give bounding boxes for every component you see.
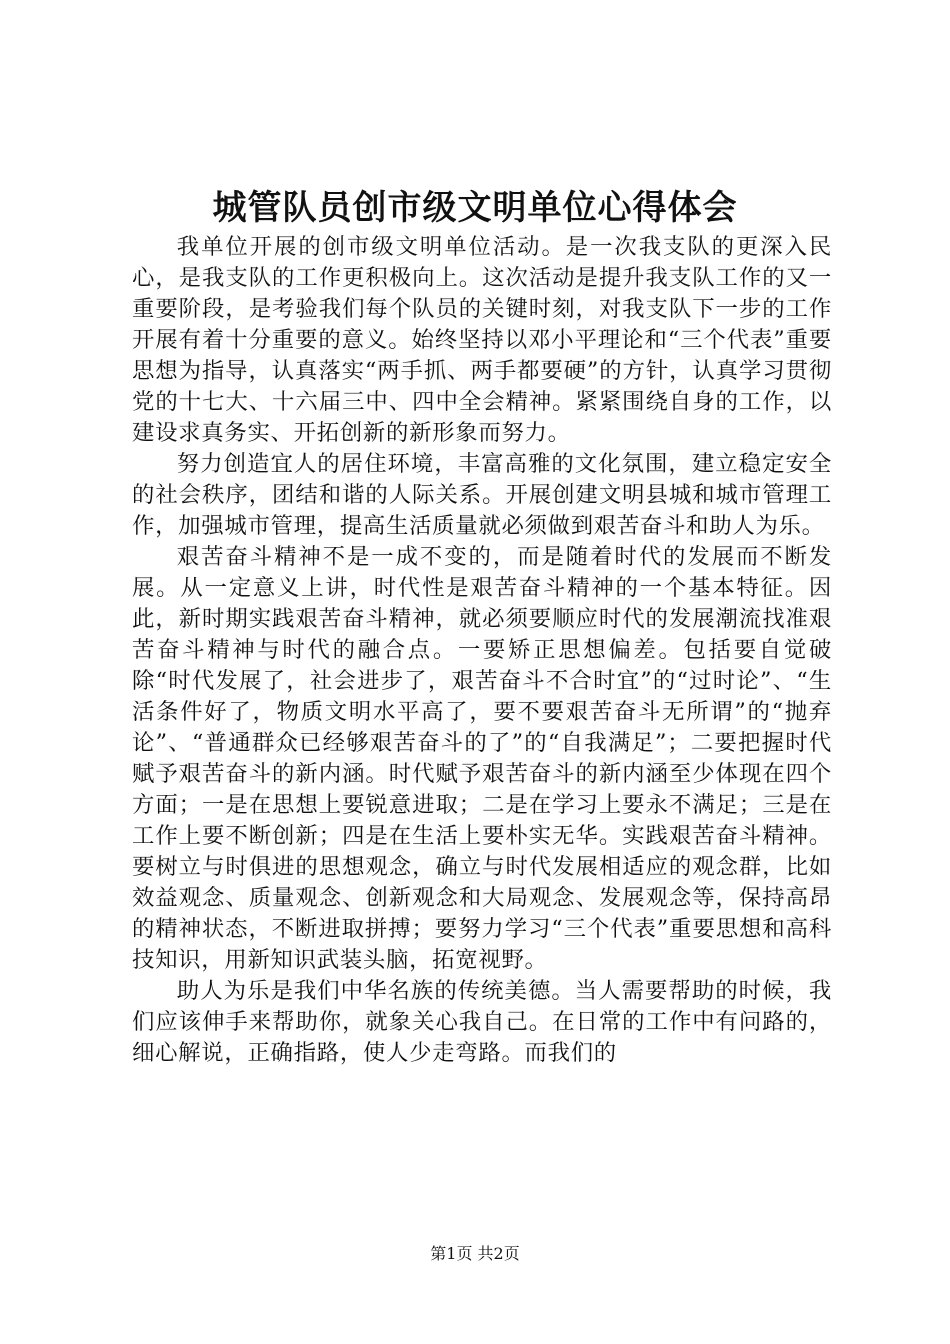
page-number-footer: 第1页 共2页 — [430, 1244, 520, 1263]
paragraph-1: 我单位开展的创市级文明单位活动。是一次我支队的更深入民心，是我支队的工作更积极向上。这次活动是提升我支队工作的又一重要阶段，是考验我们每个队员的关键时刻，对我支队下一步的工作开展有着十分重要的意义。始终坚持以邓小平理论和“三个代表”重要思想为指导，认真落实“两手抓、两手都要硬”的方针，认真学习贯彻党的十七大、十六届三中、四中全会精神。紧紧围绕自身的工作，以建设求真务实、开拓创新的新形象而努力。 — [132, 234, 832, 446]
document-title: 城管队员创市级文明单位心得体会 — [212, 188, 738, 228]
document-body — [132, 232, 832, 1069]
paragraph-2: 努力创造宜人的居住环境，丰富高雅的文化氛围，建立稳定安全的社会秩序，团结和谐的人际关系。开展创建文明县城和城市管理工作，加强城市管理，提高生活质量就必须做到艰苦奋斗和助人为乐。 — [132, 451, 832, 539]
paragraph-3: 艰苦奋斗精神不是一成不变的，而是随着时代的发展而不断发展。从一定意义上讲，时代性是艰苦奋斗精神的一个基本特征。因此，新时期实践艰苦奋斗精神，就必须要顺应时代的发展潮流找准艰苦奋斗精神与时代的融合点。一要矫正思想偏差。包括要自觉破除“时代发展了，社会进步了，艰苦奋斗不合时宜”的“过时论”、“生活条件好了，物质文明水平高了，要不要艰苦奋斗无所谓”的“抛弃论”、“普通群众已经够艰苦奋斗的了”的“自我满足”；二要把握时代赋予艰苦奋斗的新内涵。时代赋予艰苦奋斗的新内涵至少体现在四个方面；一是在思想上要锐意进取；二是在学习上要永不满足；三是在工作上要不断创新；四是在生活上要朴实无华。实践艰苦奋斗精神。要树立与时俱进的思想观念，确立与时代发展相适应的观念群，比如效益观念、质量观念、创新观念和大局观念、发展观念等，保持高昂的精神状态，不断进取拼搏；要努力学习“三个代表”重要思想和高科技知识，用新知识武装头脑，拓宽视野。 — [132, 544, 832, 973]
paragraph-4: 助人为乐是我们中华名族的传统美德。当人需要帮助的时候，我们应该伸手来帮助你，就象关心我自己。在日常的工作中有问路的，细心解说，正确指路，使人少走弯路。而我们的 — [132, 978, 832, 1066]
